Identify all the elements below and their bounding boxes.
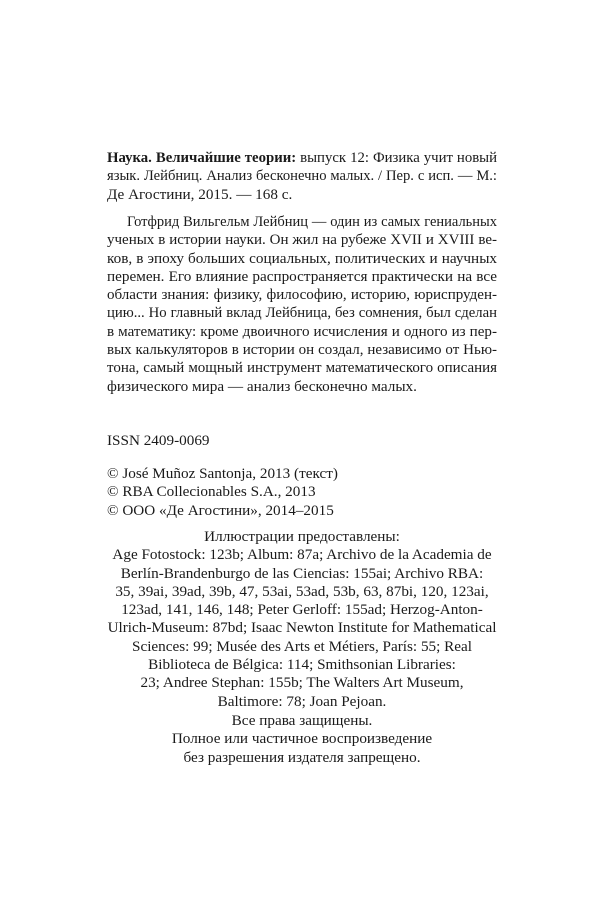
illustration-credits — [107, 528, 497, 711]
annotation-line: вых калькуляторов в истории он создал, независимо от Нью- — [107, 342, 497, 359]
copyright-line: © ООО «Де Агостини», 2014–2015 — [107, 501, 334, 519]
issn-number: ISSN 2409-0069 — [107, 432, 210, 449]
series-title: Наука. Величайшие теории: — [107, 150, 297, 166]
credits-line: Sciences: 99; Musée des Arts et Métiers, París: 55; Real — [132, 637, 472, 655]
annotation-line: ков, в эпоху больших социальных, политических и научных — [107, 249, 497, 267]
annotation-line: ученых в истории науки. Он жил на рубеже XVII и XVIII ве- — [107, 232, 497, 249]
issn — [107, 432, 497, 450]
bibliographic-record — [107, 149, 497, 204]
annotation-line: в математику: кроме двоичного исчисления и одного из пер- — [107, 323, 497, 340]
rights-line: Все права защищены. — [231, 712, 373, 729]
copyright-notices — [107, 465, 497, 520]
annotation-line: физического мира — анализ бесконечно малых. — [107, 377, 417, 395]
credits-line: Baltimore: 78; Joan Pejoan. — [217, 692, 387, 710]
biblio-line-1 — [107, 149, 497, 167]
credits-line: 23; Andree Stephan: 155b; The Walters Art Museum, — [140, 674, 464, 692]
rights-line: Полное или частичное воспроизведение — [171, 730, 433, 748]
credits-heading: Иллюстрации предоставлены: — [204, 528, 400, 545]
annotation — [107, 213, 497, 396]
annotation-line: Готфрид Вильгельм Лейбниц — один из самых гениальных — [127, 214, 497, 230]
biblio-line-3: Де Агостини, 2015. — 168 с. — [107, 185, 293, 203]
rights-line: без разрешения издателя запрещено. — [183, 748, 421, 766]
credits-line: Age Fotostock: 123b; Album: 87a; Archivo de la Academia de — [112, 546, 492, 564]
annotation-line: тона, самый мощный инструмент математического описания — [107, 360, 497, 377]
annotation-line: цию... Но главный вклад Лейбница, без сомнения, был сделан — [107, 305, 497, 322]
annotation-line: области знания: физику, философию, историю, юриспруден- — [107, 287, 497, 304]
annotation-line: перемен. Его влияние распространяется практически на все — [107, 267, 497, 285]
credits-line: Ulrich-Museum: 87bd; Isaac Newton Institute for Mathematical — [107, 619, 497, 637]
rights-notice — [107, 712, 497, 767]
copyright-line: © José Muñoz Santonja, 2013 (текст) — [107, 465, 338, 482]
credits-line: Berlín-Brandenburgo de las Ciencias: 155ai; Archivo RBA: — [120, 564, 484, 582]
biblio-line-2: язык. Лейбниц. Анализ бесконечно малых. / Пер. с исп. — М.: — [107, 168, 497, 185]
credits-line: Biblioteca de Bélgica: 114; Smithsonian Libraries: — [148, 656, 456, 674]
credits-line: 123ad, 141, 146, 148; Peter Gerloff: 155ad; Herzog-Anton- — [121, 601, 483, 619]
biblio-line-1-rest: выпуск 12: Физика учит новый — [296, 150, 498, 166]
credits-line: 35, 39ai, 39ad, 39b, 47, 53ai, 53ad, 53b, 63, 87bi, 120, 123ai, — [115, 582, 489, 600]
copyright-line: © RBA Collecionables S.A., 2013 — [107, 483, 316, 501]
